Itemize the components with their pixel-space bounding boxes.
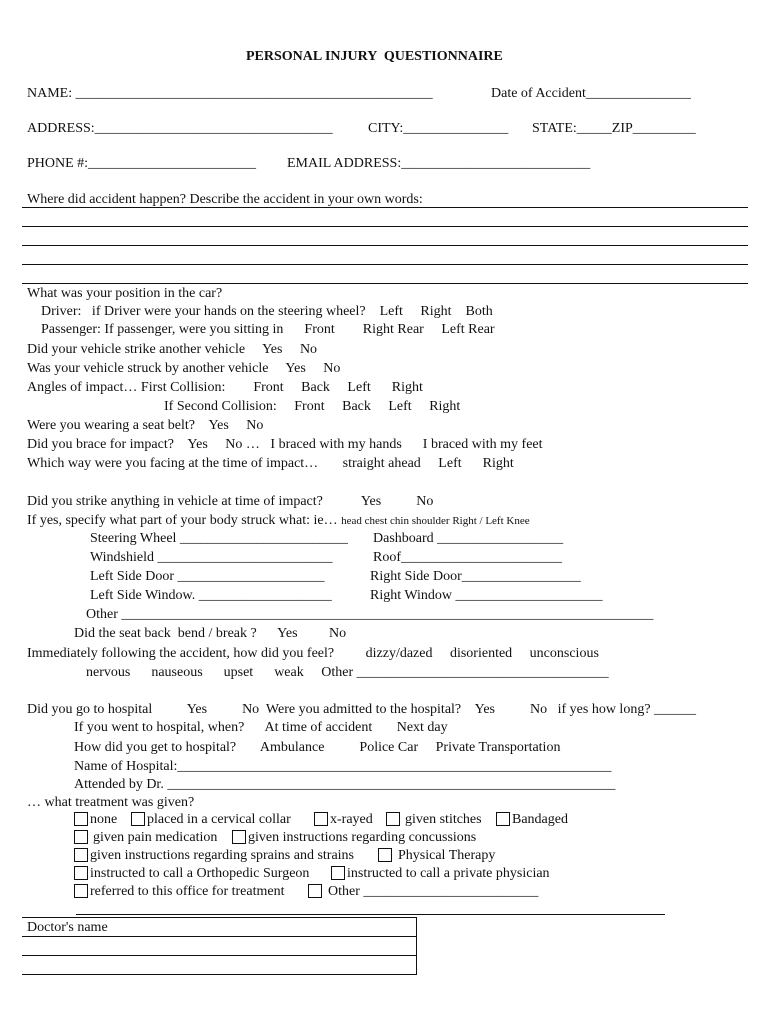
date-of-accident-field[interactable]: Date of Accident_______________: [491, 86, 691, 101]
name-field[interactable]: NAME: ___________________________________________________: [27, 86, 433, 101]
other-part-field[interactable]: Other ____________________________________________________________________________: [86, 607, 654, 622]
page-title: PERSONAL INJURY QUESTIONNAIRE: [246, 49, 503, 64]
orthopedic-label: instructed to call a Orthopedic Surgeon: [90, 866, 310, 881]
doctor-box-right: [416, 917, 417, 974]
doctor-box-top: [22, 917, 417, 918]
passenger-question[interactable]: Passenger: If passenger, were you sitting in Front Right Rear Left Rear: [41, 322, 495, 337]
dashboard-field[interactable]: Dashboard __________________: [373, 531, 564, 546]
second-collision-question[interactable]: If Second Collision: Front Back Left Right: [164, 399, 461, 414]
roof-field[interactable]: Roof_______________________: [373, 550, 562, 565]
specify-examples: head chest chin shoulder Right / Left Knee: [341, 515, 530, 527]
doctor-line-2[interactable]: [22, 955, 417, 956]
windshield-field[interactable]: Windshield _________________________: [90, 550, 333, 565]
xrayed-label: x-rayed: [330, 812, 373, 827]
facing-question[interactable]: Which way were you facing at the time of impact… straight ahead Left Right: [27, 456, 514, 471]
attended-by-field[interactable]: Attended by Dr. ________________________________________________________________: [74, 777, 616, 792]
left-side-window-field[interactable]: Left Side Window. ___________________: [90, 588, 332, 603]
phone-field[interactable]: PHONE #:________________________: [27, 156, 257, 171]
email-field[interactable]: EMAIL ADDRESS:___________________________: [287, 156, 591, 171]
cervical-collar-label: placed in a cervical collar: [147, 812, 291, 827]
hospital-when-question[interactable]: If you went to hospital, when? At time of accident Next day: [74, 720, 448, 735]
physical-therapy-label: Physical Therapy: [398, 848, 496, 863]
first-collision-question[interactable]: Angles of impact… First Collision: Front Back Left Right: [27, 380, 423, 395]
sprains-label: given instructions regarding sprains and strains: [90, 848, 355, 863]
description-line-1[interactable]: [22, 207, 748, 208]
xrayed-checkbox[interactable]: [314, 812, 328, 826]
right-window-field[interactable]: Right Window _____________________: [370, 588, 603, 603]
accident-description-prompt: Where did accident happen? Describe the accident in your own words:: [27, 192, 423, 207]
stitches-label: given stitches: [405, 812, 482, 827]
concussion-checkbox[interactable]: [232, 830, 246, 844]
position-question: What was your position in the car?: [27, 286, 223, 301]
hospital-how-question[interactable]: How did you get to hospital? Ambulance Police Car Private Transportation: [74, 740, 561, 755]
description-line-5[interactable]: [22, 283, 748, 284]
state-zip-field[interactable]: STATE:_____ZIP_________: [532, 121, 696, 136]
seat-belt-question[interactable]: Were you wearing a seat belt? Yes No: [27, 418, 264, 433]
other-treatment-checkbox[interactable]: [308, 884, 322, 898]
referred-label: referred to this office for treatment: [90, 884, 285, 899]
bandaged-label: Bandaged: [512, 812, 568, 827]
bandaged-checkbox[interactable]: [496, 812, 510, 826]
strike-anything-question[interactable]: Did you strike anything in vehicle at time of impact? Yes No: [27, 494, 434, 509]
none-label: none: [90, 812, 118, 827]
hospital-question[interactable]: Did you go to hospital Yes No Were you admitted to the hospital? Yes No if yes how long? ______: [27, 702, 697, 717]
feel-question[interactable]: Immediately following the accident, how did you feel? dizzy/dazed disoriented unconscious: [27, 646, 599, 661]
pain-medication-label: given pain medication: [93, 830, 218, 845]
description-line-4[interactable]: [22, 264, 748, 265]
feel-options-line-2[interactable]: nervous nauseous upset weak Other ____________________________________: [86, 665, 609, 680]
doctor-name-label: Doctor's name: [27, 920, 108, 935]
driver-question[interactable]: Driver: if Driver were your hands on the steering wheel? Left Right Both: [41, 304, 493, 319]
orthopedic-checkbox[interactable]: [74, 866, 88, 880]
stitches-checkbox[interactable]: [386, 812, 400, 826]
other-treatment-field[interactable]: Other _________________________: [328, 884, 539, 899]
strike-another-question[interactable]: Did your vehicle strike another vehicle Yes No: [27, 342, 318, 357]
sprains-checkbox[interactable]: [74, 848, 88, 862]
pain-medication-checkbox[interactable]: [74, 830, 88, 844]
description-line-3[interactable]: [22, 245, 748, 246]
referred-checkbox[interactable]: [74, 884, 88, 898]
doctor-line-3[interactable]: [22, 974, 417, 975]
specify-body-part: [27, 513, 530, 529]
right-side-door-field[interactable]: Right Side Door_________________: [370, 569, 581, 584]
private-physician-checkbox[interactable]: [331, 866, 345, 880]
physical-therapy-checkbox[interactable]: [378, 848, 392, 862]
steering-wheel-field[interactable]: Steering Wheel ________________________: [90, 531, 348, 546]
doctor-line-1[interactable]: [22, 936, 417, 937]
city-field[interactable]: CITY:_______________: [368, 121, 509, 136]
none-checkbox[interactable]: [74, 812, 88, 826]
address-field[interactable]: ADDRESS:__________________________________: [27, 121, 333, 136]
treatment-bottom-line: [76, 914, 665, 915]
hospital-name-field[interactable]: Name of Hospital:______________________________________________________________: [74, 759, 612, 774]
left-side-door-field[interactable]: Left Side Door _____________________: [90, 569, 325, 584]
seat-back-question[interactable]: Did the seat back bend / break ? Yes No: [74, 626, 347, 641]
treatment-question: … what treatment was given?: [27, 795, 195, 810]
description-line-2[interactable]: [22, 226, 748, 227]
cervical-collar-checkbox[interactable]: [131, 812, 145, 826]
private-physician-label: instructed to call a private physician: [347, 866, 550, 881]
concussion-label: given instructions regarding concussions: [248, 830, 477, 845]
struck-by-question[interactable]: Was your vehicle struck by another vehicle Yes No: [27, 361, 341, 376]
specify-text: If yes, specify what part of your body struck what: ie…: [27, 513, 342, 528]
brace-question[interactable]: Did you brace for impact? Yes No … I braced with my hands I braced with my feet: [27, 437, 543, 452]
